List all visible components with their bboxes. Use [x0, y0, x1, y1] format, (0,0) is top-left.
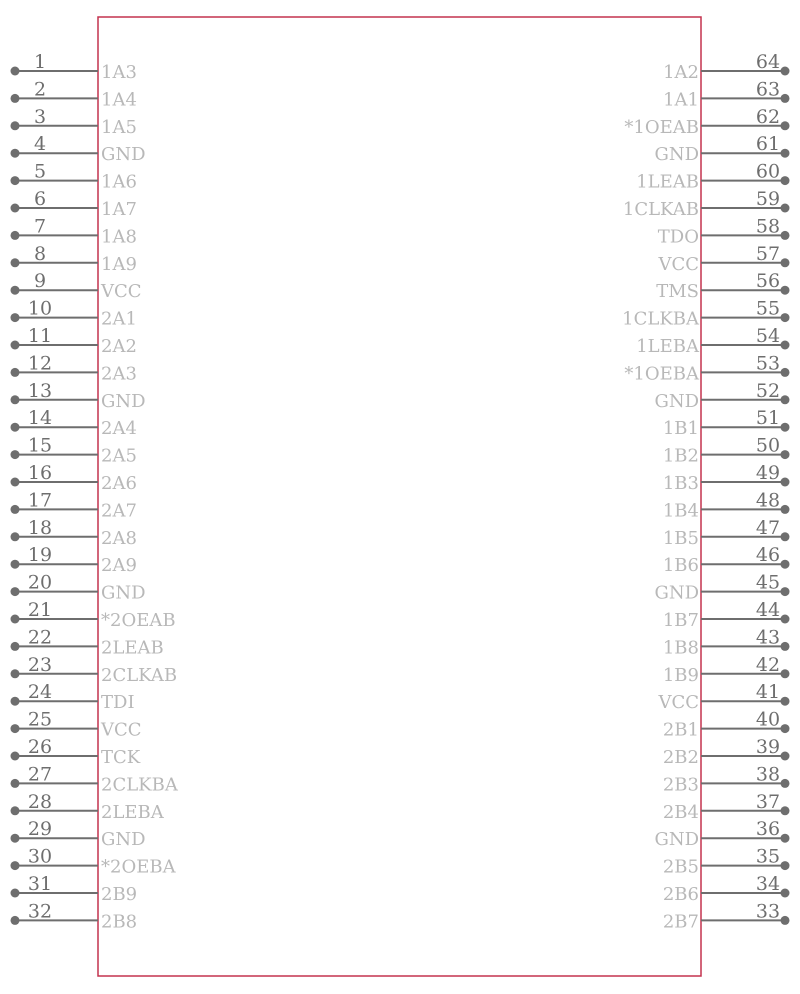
- pin-number: 42: [755, 653, 781, 676]
- pin-number: 8: [33, 242, 47, 265]
- pin-number: 25: [27, 708, 53, 731]
- pin-terminal-dot: [11, 286, 20, 295]
- pin-number: 9: [33, 270, 47, 293]
- pin-terminal-dot: [11, 478, 20, 487]
- pin-name: GND: [654, 829, 699, 851]
- pin-name: 1B4: [662, 500, 699, 522]
- pin-name: 1LEBA: [636, 336, 699, 357]
- pin-name: 1LEAB: [636, 171, 699, 193]
- pin-terminal-dot: [781, 341, 790, 350]
- pin-terminal-dot: [11, 669, 20, 678]
- pin-terminal-dot: [11, 423, 20, 432]
- pin-number: 31: [27, 873, 53, 895]
- pin-name: 2A1: [101, 308, 137, 330]
- pin-terminal-dot: [11, 176, 20, 185]
- pin-number: 60: [755, 160, 781, 183]
- pin-number: 51: [755, 407, 781, 430]
- pin-name: 1A1: [663, 89, 699, 111]
- pin-32: [11, 900, 138, 932]
- pin-name: 1A9: [101, 253, 137, 275]
- pin-name: 1A7: [101, 199, 137, 220]
- pin-number: 59: [755, 188, 781, 210]
- pin-name: VCC: [101, 281, 142, 303]
- pin-number: 58: [755, 215, 781, 238]
- pin-number: 29: [27, 818, 53, 841]
- right-pin-group: [622, 51, 789, 932]
- pin-number: 7: [33, 215, 47, 238]
- pin-number: 36: [755, 818, 781, 841]
- pin-terminal-dot: [11, 642, 20, 651]
- pin-name: 1A6: [101, 171, 137, 193]
- pin-number: 1: [33, 51, 47, 73]
- pin-terminal-dot: [11, 916, 20, 925]
- pin-name: GND: [654, 390, 699, 412]
- pin-number: 49: [755, 462, 781, 484]
- pin-name: GND: [101, 144, 146, 166]
- pin-terminal-dot: [11, 505, 20, 514]
- pin-name: 1A5: [101, 116, 137, 138]
- pin-name: 1A2: [663, 62, 699, 83]
- pin-terminal-dot: [11, 67, 20, 76]
- pin-name: 2A4: [101, 418, 137, 440]
- pin-name: 2B3: [662, 774, 699, 796]
- pin-terminal-dot: [11, 779, 20, 788]
- pin-terminal-dot: [781, 423, 790, 432]
- pin-number: 62: [755, 105, 781, 128]
- pin-terminal-dot: [11, 313, 20, 322]
- pin-name: 1A4: [101, 89, 137, 111]
- pin-terminal-dot: [11, 450, 20, 459]
- pin-number: 6: [33, 188, 47, 210]
- pin-terminal-dot: [781, 176, 790, 185]
- pin-name: 2B7: [662, 911, 699, 933]
- pin-terminal-dot: [11, 560, 20, 569]
- pin-number: 30: [27, 845, 53, 868]
- pin-name: 2A9: [101, 555, 137, 577]
- pin-name: TDI: [101, 692, 135, 714]
- pin-name: 1CLKAB: [622, 199, 699, 220]
- pin-number: 14: [27, 407, 53, 430]
- pin-terminal-dot: [781, 258, 790, 267]
- pin-number: 54: [755, 325, 781, 347]
- pin-number: 5: [33, 160, 47, 183]
- pin-terminal-dot: [781, 231, 790, 240]
- pin-name: 2B9: [101, 884, 138, 905]
- pin-terminal-dot: [781, 286, 790, 295]
- pin-name: *1OEAB: [624, 116, 699, 138]
- pin-name: 2A7: [101, 500, 137, 522]
- pin-terminal-dot: [781, 67, 790, 76]
- pin-number: 53: [755, 352, 781, 375]
- pin-number: 35: [755, 845, 781, 868]
- pin-terminal-dot: [781, 724, 790, 733]
- pin-terminal-dot: [11, 697, 20, 706]
- pin-number: 21: [27, 599, 53, 621]
- pin-number: 44: [755, 599, 781, 621]
- pin-terminal-dot: [781, 615, 790, 624]
- pin-name: 2CLKBA: [101, 774, 178, 796]
- pin-6: [11, 188, 137, 220]
- pin-33: [663, 900, 790, 932]
- pin-number: 15: [27, 434, 53, 457]
- pin-terminal-dot: [11, 258, 20, 267]
- pin-name: 1B5: [662, 527, 699, 549]
- pin-terminal-dot: [781, 669, 790, 678]
- pin-number: 10: [27, 297, 53, 320]
- pin-number: 17: [27, 489, 53, 512]
- pin-name: GND: [101, 390, 146, 412]
- pin-terminal-dot: [781, 121, 790, 130]
- pin-name: 2B5: [662, 856, 699, 878]
- pin-number: 22: [27, 626, 53, 649]
- pin-terminal-dot: [781, 505, 790, 514]
- pin-number: 26: [27, 736, 53, 758]
- pin-terminal-dot: [781, 395, 790, 404]
- pin-1: [11, 51, 137, 83]
- pin-terminal-dot: [781, 368, 790, 377]
- pin-name: 2B2: [662, 747, 699, 768]
- pin-terminal-dot: [11, 121, 20, 130]
- pin-terminal-dot: [781, 752, 790, 761]
- pin-number: 12: [27, 352, 53, 375]
- pin-name: 2B4: [662, 801, 699, 823]
- pin-number: 19: [27, 544, 53, 567]
- pin-terminal-dot: [11, 861, 20, 870]
- pin-name: 2A5: [101, 445, 137, 467]
- pin-number: 48: [755, 489, 781, 512]
- pin-name: 2LEBA: [101, 801, 164, 823]
- pin-name: TMS: [656, 281, 699, 303]
- pin-terminal-dot: [781, 532, 790, 541]
- pin-terminal-dot: [781, 94, 790, 103]
- pin-name: 1B7: [662, 610, 699, 631]
- pin-terminal-dot: [11, 204, 20, 213]
- pin-name: 1B8: [662, 637, 699, 659]
- pin-number: 2: [33, 78, 47, 101]
- pin-number: 27: [27, 763, 53, 786]
- pin-name: 2A6: [101, 473, 137, 494]
- pin-number: 40: [755, 708, 781, 731]
- pin-number: 3: [33, 105, 47, 128]
- pin-name: 2B8: [101, 911, 138, 933]
- pin-number: 56: [755, 270, 781, 293]
- pin-name: TDO: [657, 226, 699, 248]
- pin-terminal-dot: [11, 752, 20, 761]
- left-pin-group: [11, 51, 179, 932]
- pin-name: 2B1: [662, 719, 699, 741]
- pin-name: 1B6: [662, 555, 699, 577]
- pin-terminal-dot: [11, 615, 20, 624]
- pin-terminal-dot: [781, 587, 790, 596]
- pin-terminal-dot: [781, 642, 790, 651]
- pin-3: [11, 106, 137, 138]
- pin-8: [11, 243, 137, 275]
- pin-terminal-dot: [11, 341, 20, 350]
- pin-name: GND: [101, 829, 146, 851]
- pin-number: 39: [755, 736, 781, 758]
- pin-number: 41: [755, 681, 781, 704]
- pin-name: *2OEAB: [101, 610, 176, 631]
- pin-name: VCC: [101, 719, 142, 741]
- pin-number: 47: [755, 516, 781, 539]
- pin-number: 32: [27, 900, 53, 923]
- pin-terminal-dot: [11, 231, 20, 240]
- pin-name: 1CLKBA: [622, 308, 699, 330]
- pin-number: 55: [755, 297, 781, 320]
- pin-number: 23: [27, 653, 53, 676]
- pin-number: 63: [755, 78, 781, 101]
- pin-number: 34: [755, 873, 781, 895]
- pin-number: 33: [755, 900, 781, 923]
- pin-terminal-dot: [781, 779, 790, 788]
- pin-terminal-dot: [781, 313, 790, 322]
- pin-name: GND: [654, 582, 699, 604]
- pin-name: 1A8: [101, 226, 137, 248]
- pin-number: 37: [755, 790, 781, 813]
- pin-name: *1OEBA: [624, 363, 699, 385]
- pin-name: 2A8: [101, 527, 137, 549]
- pin-name: 1B1: [662, 418, 699, 440]
- pin-number: 11: [27, 325, 53, 347]
- pin-terminal-dot: [11, 724, 20, 733]
- pin-name: VCC: [658, 692, 699, 714]
- pin-terminal-dot: [781, 478, 790, 487]
- pin-number: 20: [27, 571, 53, 594]
- pin-terminal-dot: [11, 806, 20, 815]
- pin-number: 52: [755, 379, 781, 402]
- pin-number: 4: [33, 133, 47, 156]
- pin-terminal-dot: [781, 834, 790, 843]
- pin-name: 2A2: [101, 336, 137, 357]
- pin-terminal-dot: [11, 834, 20, 843]
- pin-name: 1B2: [662, 445, 699, 467]
- pin-terminal-dot: [781, 806, 790, 815]
- pin-terminal-dot: [781, 450, 790, 459]
- pin-name: 2B6: [662, 884, 699, 905]
- pin-terminal-dot: [781, 204, 790, 213]
- pin-number: 61: [755, 133, 781, 156]
- pin-number: 13: [27, 379, 53, 402]
- pin-7: [11, 215, 137, 247]
- pin-name: 2CLKAB: [101, 664, 178, 686]
- pin-terminal-dot: [781, 861, 790, 870]
- pin-name: 2A3: [101, 363, 137, 385]
- pin-5: [11, 161, 137, 193]
- pin-name: 1B3: [662, 473, 699, 494]
- ic-body: [98, 17, 701, 976]
- pin-number: 57: [755, 242, 781, 265]
- pin-terminal-dot: [11, 94, 20, 103]
- pin-terminal-dot: [11, 149, 20, 158]
- pin-number: 18: [27, 516, 53, 539]
- pin-number: 16: [27, 462, 53, 484]
- pin-name: *2OEBA: [101, 856, 176, 878]
- pin-terminal-dot: [781, 889, 790, 898]
- pin-4: [11, 133, 146, 165]
- pin-name: 1B9: [662, 664, 699, 686]
- pin-terminal-dot: [11, 889, 20, 898]
- pin-terminal-dot: [11, 587, 20, 596]
- pin-terminal-dot: [781, 560, 790, 569]
- pin-number: 28: [27, 790, 53, 813]
- pin-number: 45: [755, 571, 781, 594]
- pin-terminal-dot: [11, 395, 20, 404]
- pin-name: 2LEAB: [101, 637, 164, 659]
- pin-number: 64: [755, 51, 781, 73]
- pin-number: 46: [755, 544, 781, 567]
- pin-2: [11, 78, 137, 110]
- pin-name: 1A3: [101, 62, 137, 83]
- pin-terminal-dot: [781, 697, 790, 706]
- pin-name: VCC: [658, 253, 699, 275]
- pin-name: GND: [654, 144, 699, 166]
- pin-name: TCK: [101, 747, 141, 768]
- pin-terminal-dot: [781, 149, 790, 158]
- pin-number: 24: [27, 681, 53, 704]
- pin-number: 50: [755, 434, 781, 457]
- pin-terminal-dot: [11, 532, 20, 541]
- pin-number: 43: [755, 626, 781, 649]
- pin-terminal-dot: [11, 368, 20, 377]
- pin-terminal-dot: [781, 916, 790, 925]
- pin-name: GND: [101, 582, 146, 604]
- pin-number: 38: [755, 763, 781, 786]
